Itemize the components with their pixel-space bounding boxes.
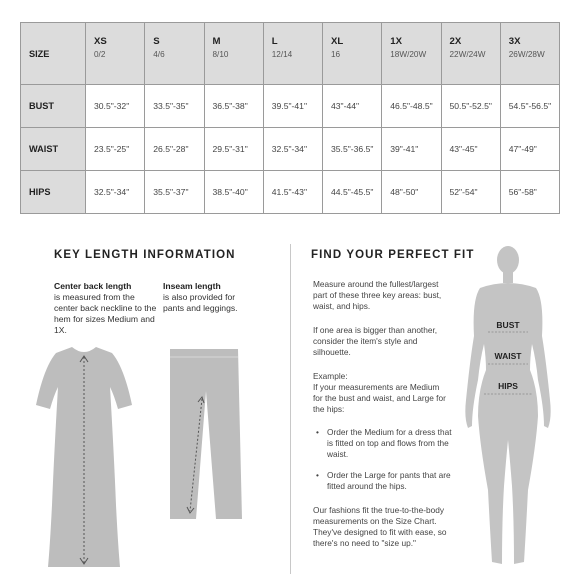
- size-label: 3X: [508, 36, 521, 47]
- table-cell: 30.5"-32": [86, 85, 145, 128]
- table-cell: 39.5"-41": [263, 85, 322, 128]
- size-header-label: SIZE: [21, 23, 86, 85]
- size-col-xs: [86, 23, 145, 85]
- size-label: XS: [94, 36, 107, 47]
- hips-row: [21, 171, 560, 214]
- fit-paragraph-1: Measure around the fullest/largest part of these three key areas: bust, waist, and hips.: [313, 279, 442, 311]
- bust-row: [21, 85, 560, 128]
- table-cell: 50.5"-52.5": [441, 85, 500, 128]
- table-cell: 56"-58": [500, 171, 559, 214]
- table-cell: 33.5"-35": [145, 85, 204, 128]
- table-cell: 52"-54": [441, 171, 500, 214]
- size-numeric: 8/10: [212, 50, 229, 59]
- pants-shape: [170, 349, 242, 519]
- table-cell: 36.5"-38": [204, 85, 263, 128]
- size-col-3x: [500, 23, 559, 85]
- size-numeric: 4/6: [153, 50, 165, 59]
- table-cell: 47"-49": [500, 128, 559, 171]
- size-numeric: 16: [331, 50, 341, 59]
- size-numeric: 22W/24W: [449, 50, 486, 59]
- pants-illustration: [166, 347, 244, 523]
- list-item: • Order the Large for pants that are fitted around the hips.: [313, 470, 453, 492]
- table-cell: 35.5"-36.5": [323, 128, 382, 171]
- table-cell: 32.5"-34": [86, 171, 145, 214]
- table-cell: 54.5"-56.5": [500, 85, 559, 128]
- size-label: 1X: [390, 36, 402, 47]
- inseam-text: is also provided for pants and leggings.: [163, 292, 238, 313]
- table-cell: 23.5"-25": [86, 128, 145, 171]
- table-cell: 32.5"-34": [263, 128, 322, 171]
- size-numeric: 12/14: [271, 50, 293, 59]
- row-label-hips: HIPS: [21, 171, 86, 214]
- table-cell: 46.5"-48.5": [382, 85, 441, 128]
- waist-label: WAIST: [494, 351, 522, 361]
- size-header-row: [21, 23, 560, 85]
- table-cell: 39"-41": [382, 128, 441, 171]
- fit-example-label: Example:: [313, 371, 348, 381]
- fit-paragraph-4: Our fashions fit the true-to-the-body measurements on the Size Chart. They've designed to fit with ease, so there's no need to "size up.": [313, 505, 447, 548]
- inseam-note: [163, 281, 251, 314]
- dress-illustration: [34, 345, 134, 569]
- size-col-xl: [323, 23, 382, 85]
- size-col-l: [263, 23, 322, 85]
- size-col-s: [145, 23, 204, 85]
- table-cell: 43"-44": [323, 85, 382, 128]
- inseam-heading: Inseam length: [163, 281, 221, 291]
- row-label-waist: WAIST: [21, 128, 86, 171]
- size-label: L: [271, 36, 278, 47]
- size-label: XL: [331, 36, 344, 47]
- size-label: S: [153, 36, 160, 47]
- size-label: 2X: [449, 36, 462, 47]
- list-item: • Order the Medium for a dress that is fitted on top and flows from the waist.: [313, 427, 453, 460]
- center-back-heading: Center back length: [54, 281, 132, 291]
- body-silhouette: [465, 246, 550, 564]
- table-cell: 26.5"-28": [145, 128, 204, 171]
- center-back-text: is measured from the center back neckline to the hem for sizes Medium and 1X.: [54, 292, 157, 335]
- size-label: M: [212, 36, 221, 47]
- size-chart-table: [20, 22, 560, 214]
- size-col-2x: [441, 23, 500, 85]
- table-cell: 41.5"-43": [263, 171, 322, 214]
- fit-bullet-list: [313, 427, 453, 502]
- size-numeric: 0/2: [94, 50, 106, 59]
- body-figure: [458, 240, 558, 576]
- table-cell: 38.5"-40": [204, 171, 263, 214]
- table-cell: 44.5"-45.5": [323, 171, 382, 214]
- table-cell: 43"-45": [441, 128, 500, 171]
- size-numeric: 18W/20W: [390, 50, 427, 59]
- size-col-m: [204, 23, 263, 85]
- key-length-title: KEY LENGTH INFORMATION: [54, 249, 236, 261]
- row-label-bust: BUST: [21, 85, 86, 128]
- table-cell: 29.5"-31": [204, 128, 263, 171]
- table-cell: 48"-50": [382, 171, 441, 214]
- bust-label: BUST: [496, 320, 520, 330]
- table-cell: 35.5"-37": [145, 171, 204, 214]
- size-col-1x: [382, 23, 441, 85]
- fit-paragraph-3: If your measurements are Medium for the bust and waist, and Large for the hips:: [313, 382, 446, 414]
- hips-label: HIPS: [498, 381, 518, 391]
- panel-divider: [290, 244, 291, 574]
- waist-row: [21, 128, 560, 171]
- fit-paragraph-2: If one area is bigger than another, consider the item's style and silhouette.: [313, 325, 438, 357]
- center-back-note: [54, 281, 160, 336]
- fit-title: FIND YOUR PERFECT FIT: [311, 249, 475, 261]
- size-numeric: 26W/28W: [508, 50, 545, 59]
